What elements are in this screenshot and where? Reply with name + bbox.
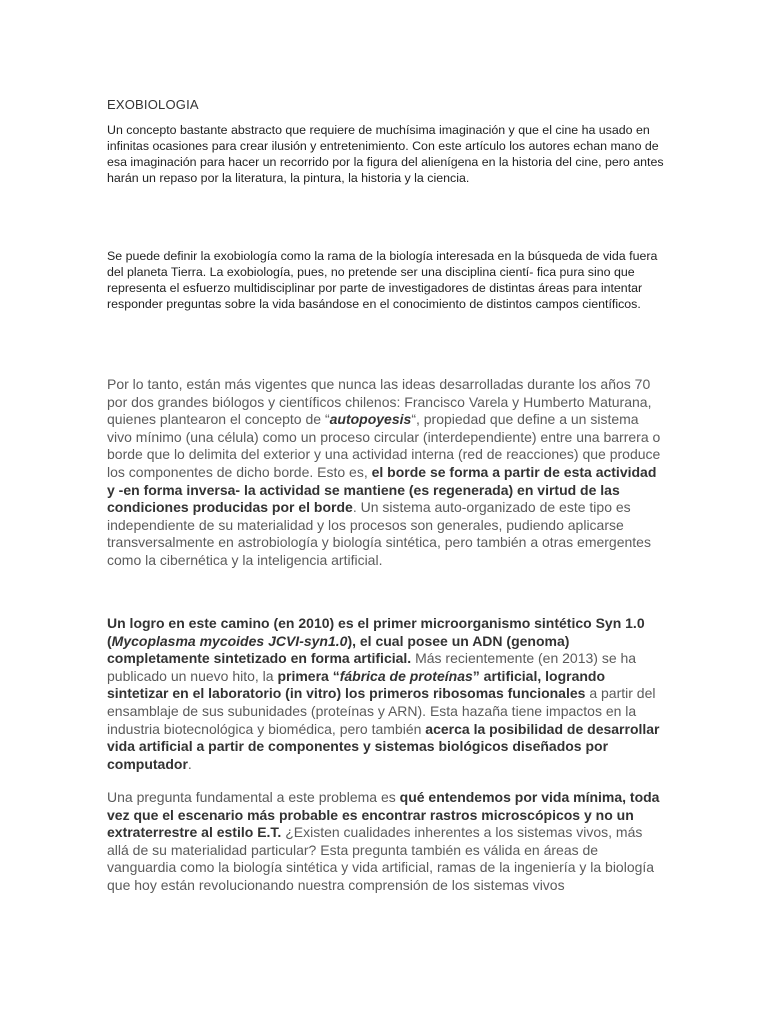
- paragraph-definition: Se puede definir la exobiología como la rama de la biología interesada en la búsqueda de vida fuera del planeta Tierra. La exobiología, pues, no pretende ser una disciplina cientí- fica pura sino que representa el esfuerzo multidisciplinar por parte de investigadores de distintas áreas para intentar responder preguntas sobre la vida basándose en el conocimiento de distintos campos científicos.: [107, 249, 658, 311]
- bold-text: primera “: [277, 667, 340, 684]
- text-run: a partir del ensamblaje de sus subunidades (proteínas y ARN). Esta hazaña tiene impactos en la industria biotecnológica y biomédica, pero también: [107, 685, 656, 737]
- emphasis-term: fábrica de proteínas: [339, 667, 473, 684]
- paragraph-intro: Un concepto bastante abstracto que requiere de muchísima imaginación y que el cine ha usado en infinitas ocasiones para crear ilusión y entretenimiento. Con este artículo los autores echan mano de esa imaginación para hacer un recorrido por la figura del alienígena en la historia del cine, pero antes harán un repaso por la literatura, la pintura, la historia y la ciencia.: [107, 123, 664, 185]
- bold-text: ), el cual posee un ADN (genoma) completamente sintetizado en forma artificial.: [107, 632, 570, 667]
- document-title: EXOBIOLOGIA: [107, 97, 199, 112]
- text-run: Más recientemente (en 2013) se ha publicado un nuevo hito, la: [107, 650, 637, 684]
- bold-text: acerca la posibilidad de desarrollar vida artificial a partir de componentes y sistemas biológicos diseñados por computador: [107, 720, 660, 772]
- paragraph-minimal-life: [107, 789, 667, 895]
- text-run: . Un sistema auto-organizado de este tipo es independiente de su materialidad y los procesos son generales, pudiendo aplicarse transversalmente en astrobiología y biología sintética, pero también a otras emergentes como la cibernética y la inteligencia artificial.: [107, 499, 651, 568]
- bold-text: qué entendemos por vida mínima, toda vez que el escenario más probable es encontrar rastros microscópicos y no un extraterrestre al estilo E.T.: [107, 789, 660, 841]
- paragraph-autopoyesis: [107, 376, 663, 570]
- emphasis-term: autopoyesis: [329, 411, 412, 428]
- text-run: .: [187, 755, 192, 772]
- paragraph-synthetic-organism: [107, 615, 663, 773]
- bold-text: ” artificial, logrando sintetizar en el laboratorio (in vitro) los primeros ribosomas funcionales: [107, 667, 606, 702]
- bold-text: Un logro en este camino (en 2010) es el primer microorganismo sintético Syn 1.0 (: [107, 615, 645, 649]
- text-run: “, propiedad que define a un sistema vivo mínimo (una célula) como un proceso circular (interdependiente) entre una barrera o borde que lo delimita del exterior y una actividad interna (red de reacciones) que produce los componentes de dicho borde. Esto es,: [107, 411, 661, 480]
- text-run: Una pregunta fundamental a este problema es: [107, 789, 400, 805]
- text-run: Por lo tanto, están más vigentes que nunca las ideas desarrolladas durante los años 70 por dos grandes biólogos y científicos chilenos: Francisco Varela y Humberto Maturana, quienes plantearon el concepto de “: [107, 376, 652, 428]
- emphasis-term: Mycoplasma mycoides JCVI-syn1.0: [111, 632, 348, 649]
- text-run: ¿Existen cualidades inherentes a los sistemas vivos, más allá de su materialidad particular? Esta pregunta también es válida en áreas de vanguardia como la biología sintética y vida artificial, ramas de la ingeniería y la biología que hoy están revolucionando nuestra comprensión de los sistemas vivos: [107, 824, 655, 893]
- bold-text: el borde se forma a partir de esta actividad y -en forma inversa- la actividad se mantiene (es regenerada) en virtud de las condiciones producidas por el borde: [107, 463, 657, 516]
